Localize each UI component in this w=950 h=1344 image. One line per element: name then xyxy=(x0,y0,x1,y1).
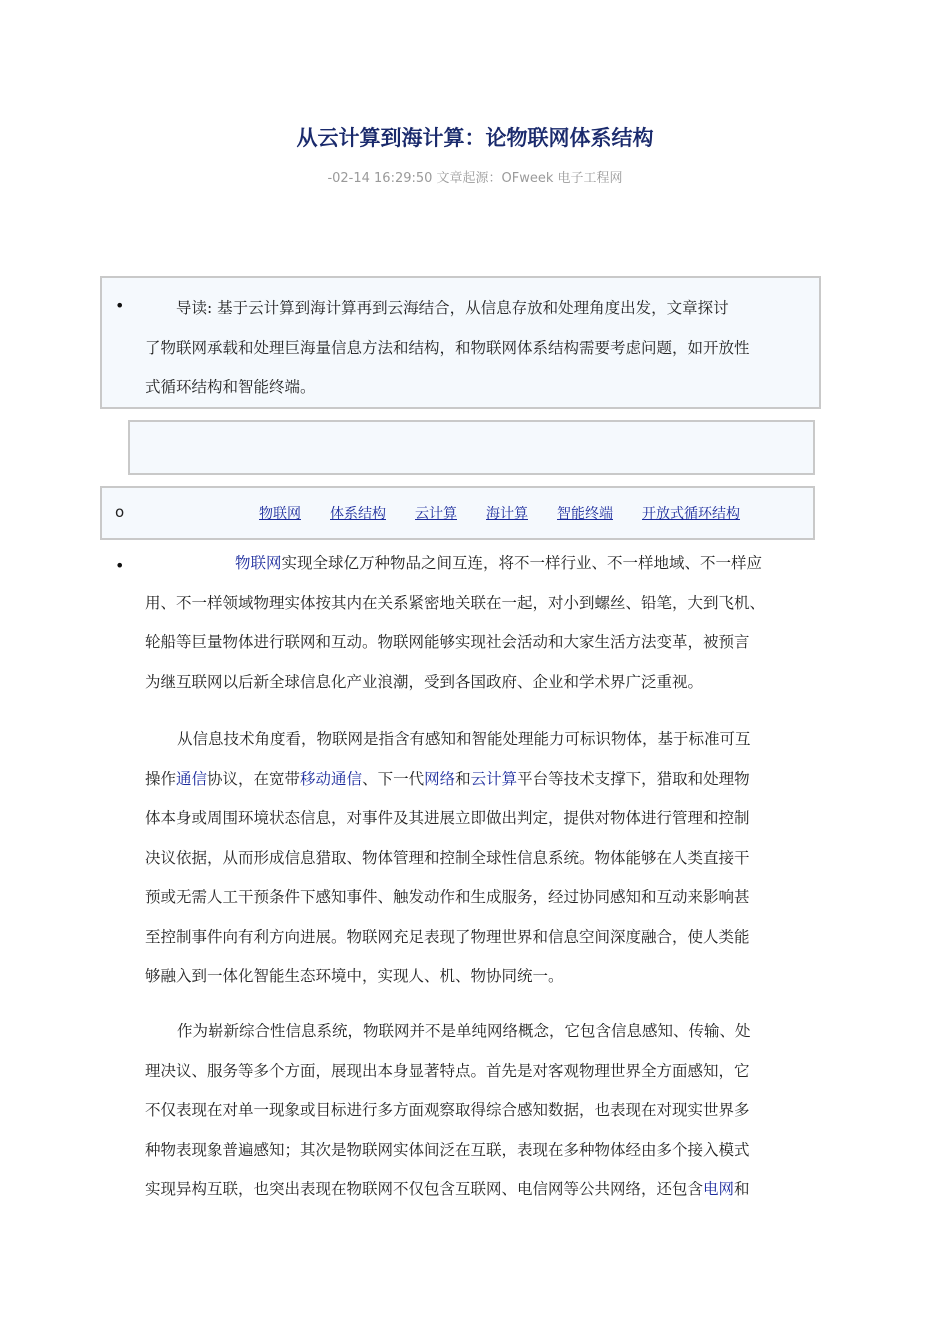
lead-line: 了物联网承载和处理巨海量信息方法和结构，和物联网体系结构需要考虑问题，如开放性 xyxy=(145,338,750,357)
paragraph-line: 理决议、服务等多个方面，展现出本身显著特点。首先是对客观物理世界全方面感知，它 xyxy=(145,1061,750,1080)
paragraph-line: 不仅表现在对单一现象或目标进行多方面观察取得综合感知数据，也表现在对现实世界多 xyxy=(145,1101,750,1119)
link-cloud-computing[interactable]: 云计算 xyxy=(470,769,518,788)
paragraph-line: 为继互联网以后新全球信息化产业浪潮，受到各国政府、企业和学术界广泛重视。 xyxy=(145,672,704,691)
paragraph-line: 从信息技术角度看，物联网是指含有感知和智能处理能力可标识物体，基于标准可互 xyxy=(177,730,751,748)
link-network[interactable]: 网络 xyxy=(424,769,456,788)
text: 实现全球亿万种物品之间互连，将不一样行业、不一样地域、不一样应 xyxy=(281,554,763,572)
tag-link[interactable]: 体系结构 xyxy=(330,506,386,522)
tag-link[interactable]: 物联网 xyxy=(259,506,301,522)
tag-link[interactable]: 智能终端 xyxy=(557,506,613,522)
paragraph-line: 预或无需人工干预条件下感知事件、触发动作和生成服务，经过协同感知和互动来影响甚 xyxy=(145,888,750,906)
paragraph-line: 作为崭新综合性信息系统，物联网并不是单纯网络概念，它包含信息感知、传输、处 xyxy=(177,1022,751,1040)
article-meta: -02-14 16:29:50 文章起源：OFweek 电子工程网 xyxy=(327,171,623,186)
link-mobile-communication[interactable]: 移动通信 xyxy=(300,769,363,788)
link-power-grid[interactable]: 电网 xyxy=(703,1180,735,1198)
tag-link[interactable]: 海计算 xyxy=(486,506,528,522)
text: 、下一代 xyxy=(362,769,425,788)
paragraph-line xyxy=(145,1170,805,1210)
paragraph-line xyxy=(145,544,805,584)
paragraph-line: 种物表现象普遍感知；其次是物联网实体间泛在互联，表现在多种物体经由多个接入模式 xyxy=(145,1140,750,1159)
paragraph-line: 够融入到一体化智能生态环境中，实现人、机、物协同统一。 xyxy=(145,967,564,985)
paragraph-line: 至控制事件向有利方向进展。物联网充足表现了物理世界和信息空间深度融合，使人类能 xyxy=(145,927,750,946)
lead-text xyxy=(145,289,805,408)
text: 操作 xyxy=(145,769,177,788)
link-iot[interactable]: 物联网 xyxy=(235,554,282,572)
article-title: 从云计算到海计算：论物联网体系结构 xyxy=(296,126,654,150)
empty-panel xyxy=(128,420,815,475)
paragraph-line xyxy=(145,760,805,800)
body-bullet: • xyxy=(115,556,125,575)
paragraph-line: 体本身或周围环境状态信息，对事件及其进展立即做出判定，提供对物体进行管理和控制 xyxy=(145,809,750,827)
tag-list xyxy=(259,503,769,523)
paragraph-1 xyxy=(145,544,805,702)
tag-link[interactable]: 云计算 xyxy=(415,506,457,522)
paragraph-line: 轮船等巨量物体进行联网和互动。物联网能够实现社会活动和大家生活方法变革，被预言 xyxy=(145,633,750,651)
lead-line: 导读: 基于云计算到海计算再到云海结合，从信息存放和处理角度出发，文章探讨 xyxy=(145,299,729,317)
tag-link[interactable]: 开放式循环结构 xyxy=(642,506,740,522)
text: 和 xyxy=(734,1180,750,1198)
paragraph-3 xyxy=(145,1012,805,1210)
tags-marker: o xyxy=(115,503,125,521)
lead-line: 式循环结构和智能终端。 xyxy=(145,378,316,396)
text: 协议，在宽带 xyxy=(207,769,301,788)
lead-bullet: • xyxy=(115,296,125,315)
link-communication[interactable]: 通信 xyxy=(176,769,208,788)
text: 平台等技术支撑下，猎取和处理物 xyxy=(517,769,750,788)
paragraph-line: 决议依据，从而形成信息猎取、物体管理和控制全球性信息系统。物体能够在人类直接干 xyxy=(145,848,750,867)
text: 实现异构互联，也突出表现在物联网不仅包含互联网、电信网等公共网络，还包含 xyxy=(145,1180,704,1198)
paragraph-2 xyxy=(145,720,805,997)
paragraph-line: 用、不一样领域物理实体按其内在关系紧密地关联在一起，对小到螺丝、铅笔，大到飞机、 xyxy=(145,593,766,612)
text: 和 xyxy=(455,769,471,788)
